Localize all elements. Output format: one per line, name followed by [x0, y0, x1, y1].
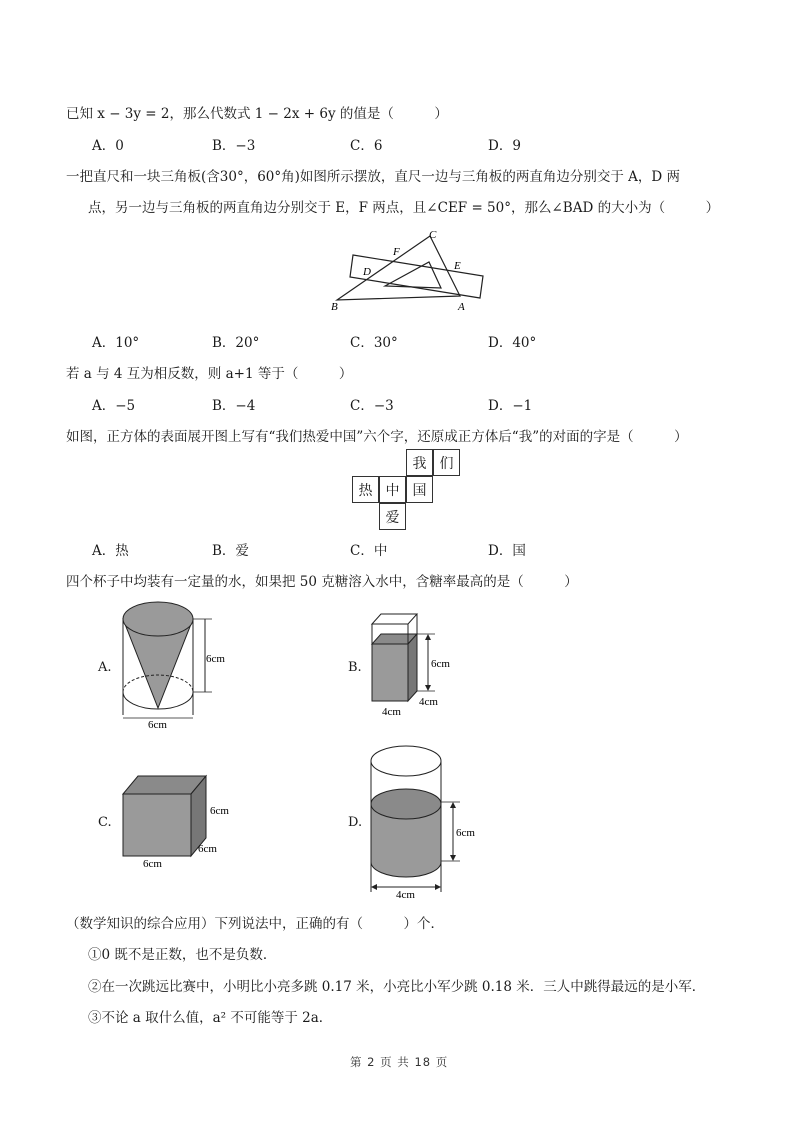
- ruler-triangle-figure: [325, 228, 495, 316]
- q10-c-width-label: 6cm: [143, 858, 162, 870]
- question-7-stem-line2: 点，另一边与三角板的两直角边分别交于 E，F 两点，且∠CEF = 50°，那么∠BAD 的大小为（ ）: [88, 200, 720, 216]
- q10-fig-c-label: C.: [98, 815, 112, 830]
- cube-net-figure: [352, 449, 467, 534]
- label-c: C: [429, 229, 437, 241]
- q10-figure-d-cylinder: [368, 742, 488, 900]
- question-9-stem: 如图，正方体的表面展开图上写有“我们热爱中国”六个字，还原成正方体后“我”的对面的字是（ ）: [66, 429, 688, 445]
- q8-option-b: B．−4: [212, 398, 256, 414]
- q10-fig-d-label: D.: [348, 815, 363, 830]
- net-cell-re: 热: [352, 476, 379, 503]
- page-footer: 第 2 页 共 18 页: [350, 1055, 449, 1069]
- q10-fig-b-label: B.: [348, 660, 362, 675]
- net-cell-zhong: 中: [379, 476, 406, 503]
- q7-option-c: C．30°: [350, 335, 398, 351]
- q10-d-height-label: 6cm: [456, 827, 475, 839]
- q8-option-c: C．−3: [350, 398, 394, 414]
- q10-c-height-label: 6cm: [210, 805, 229, 817]
- net-cell-guo: 国: [406, 476, 433, 503]
- q11-statement-3: ③不论 a 取什么值，a² 不可能等于 2a．: [88, 1010, 333, 1026]
- q10-b-depth-label: 4cm: [419, 696, 438, 708]
- label-d: D: [363, 266, 371, 278]
- q6-option-d: D．9: [488, 138, 521, 154]
- question-11-stem: （数学知识的综合应用）下列说法中，正确的有（ ）个．: [66, 916, 444, 932]
- label-b: B: [331, 301, 338, 313]
- q7-option-b: B．20°: [212, 335, 260, 351]
- q8-option-d: D．−1: [488, 398, 533, 414]
- question-7-stem-line1: 一把直尺和一块三角板(含30°，60°角)如图所示摆放，直尺一边与三角板的两直角边分别交于 A，D 两: [66, 169, 681, 185]
- label-a: A: [458, 301, 465, 313]
- q6-option-a: A．0: [92, 138, 124, 154]
- q10-a-height-label: 6cm: [206, 653, 225, 665]
- q10-c-depth-label: 6cm: [198, 843, 217, 855]
- q9-option-c: C．中: [350, 543, 388, 559]
- q9-option-a: A．热: [92, 543, 129, 559]
- net-cell-ai: 爱: [379, 503, 406, 530]
- q10-figure-a-cone-in-cylinder: [118, 600, 228, 730]
- q11-statement-1: ①0 既不是正数，也不是负数．: [88, 947, 277, 963]
- q9-option-d: D．国: [488, 543, 526, 559]
- q7-option-d: D．40°: [488, 335, 537, 351]
- q10-d-diameter-label: 4cm: [396, 889, 415, 900]
- q10-fig-a-label: A.: [98, 660, 112, 675]
- q10-a-diameter-label: 6cm: [148, 719, 167, 730]
- label-f: F: [393, 246, 400, 258]
- q6-option-b: B．−3: [212, 138, 256, 154]
- question-10-stem: 四个杯子中均装有一定量的水，如果把 50 克糖溶入水中，含糖率最高的是（ ）: [66, 574, 578, 590]
- q10-figure-c-cube: [118, 772, 238, 872]
- label-e: E: [454, 260, 461, 272]
- q6-option-c: C．6: [350, 138, 383, 154]
- question-8-stem: 若 a 与 4 互为相反数，则 a+1 等于（ ）: [66, 366, 353, 382]
- question-6-stem: 已知 x − 3y = 2，那么代数式 1 − 2x + 6y 的值是（ ）: [66, 106, 448, 122]
- net-cell-wo: 我: [406, 449, 433, 476]
- q10-figure-b-prism: [365, 605, 475, 720]
- net-cell-men: 们: [433, 449, 460, 476]
- q10-b-height-label: 6cm: [431, 658, 450, 670]
- q9-option-b: B．爱: [212, 543, 249, 559]
- q10-b-width-label: 4cm: [382, 706, 401, 718]
- q11-statement-2: ②在一次跳远比赛中，小明比小亮多跳 0.17 米，小亮比小军少跳 0.18 米．三人中跳得最远的是小军．: [88, 979, 706, 995]
- q8-option-a: A．−5: [92, 398, 136, 414]
- q7-option-a: A．10°: [92, 335, 140, 351]
